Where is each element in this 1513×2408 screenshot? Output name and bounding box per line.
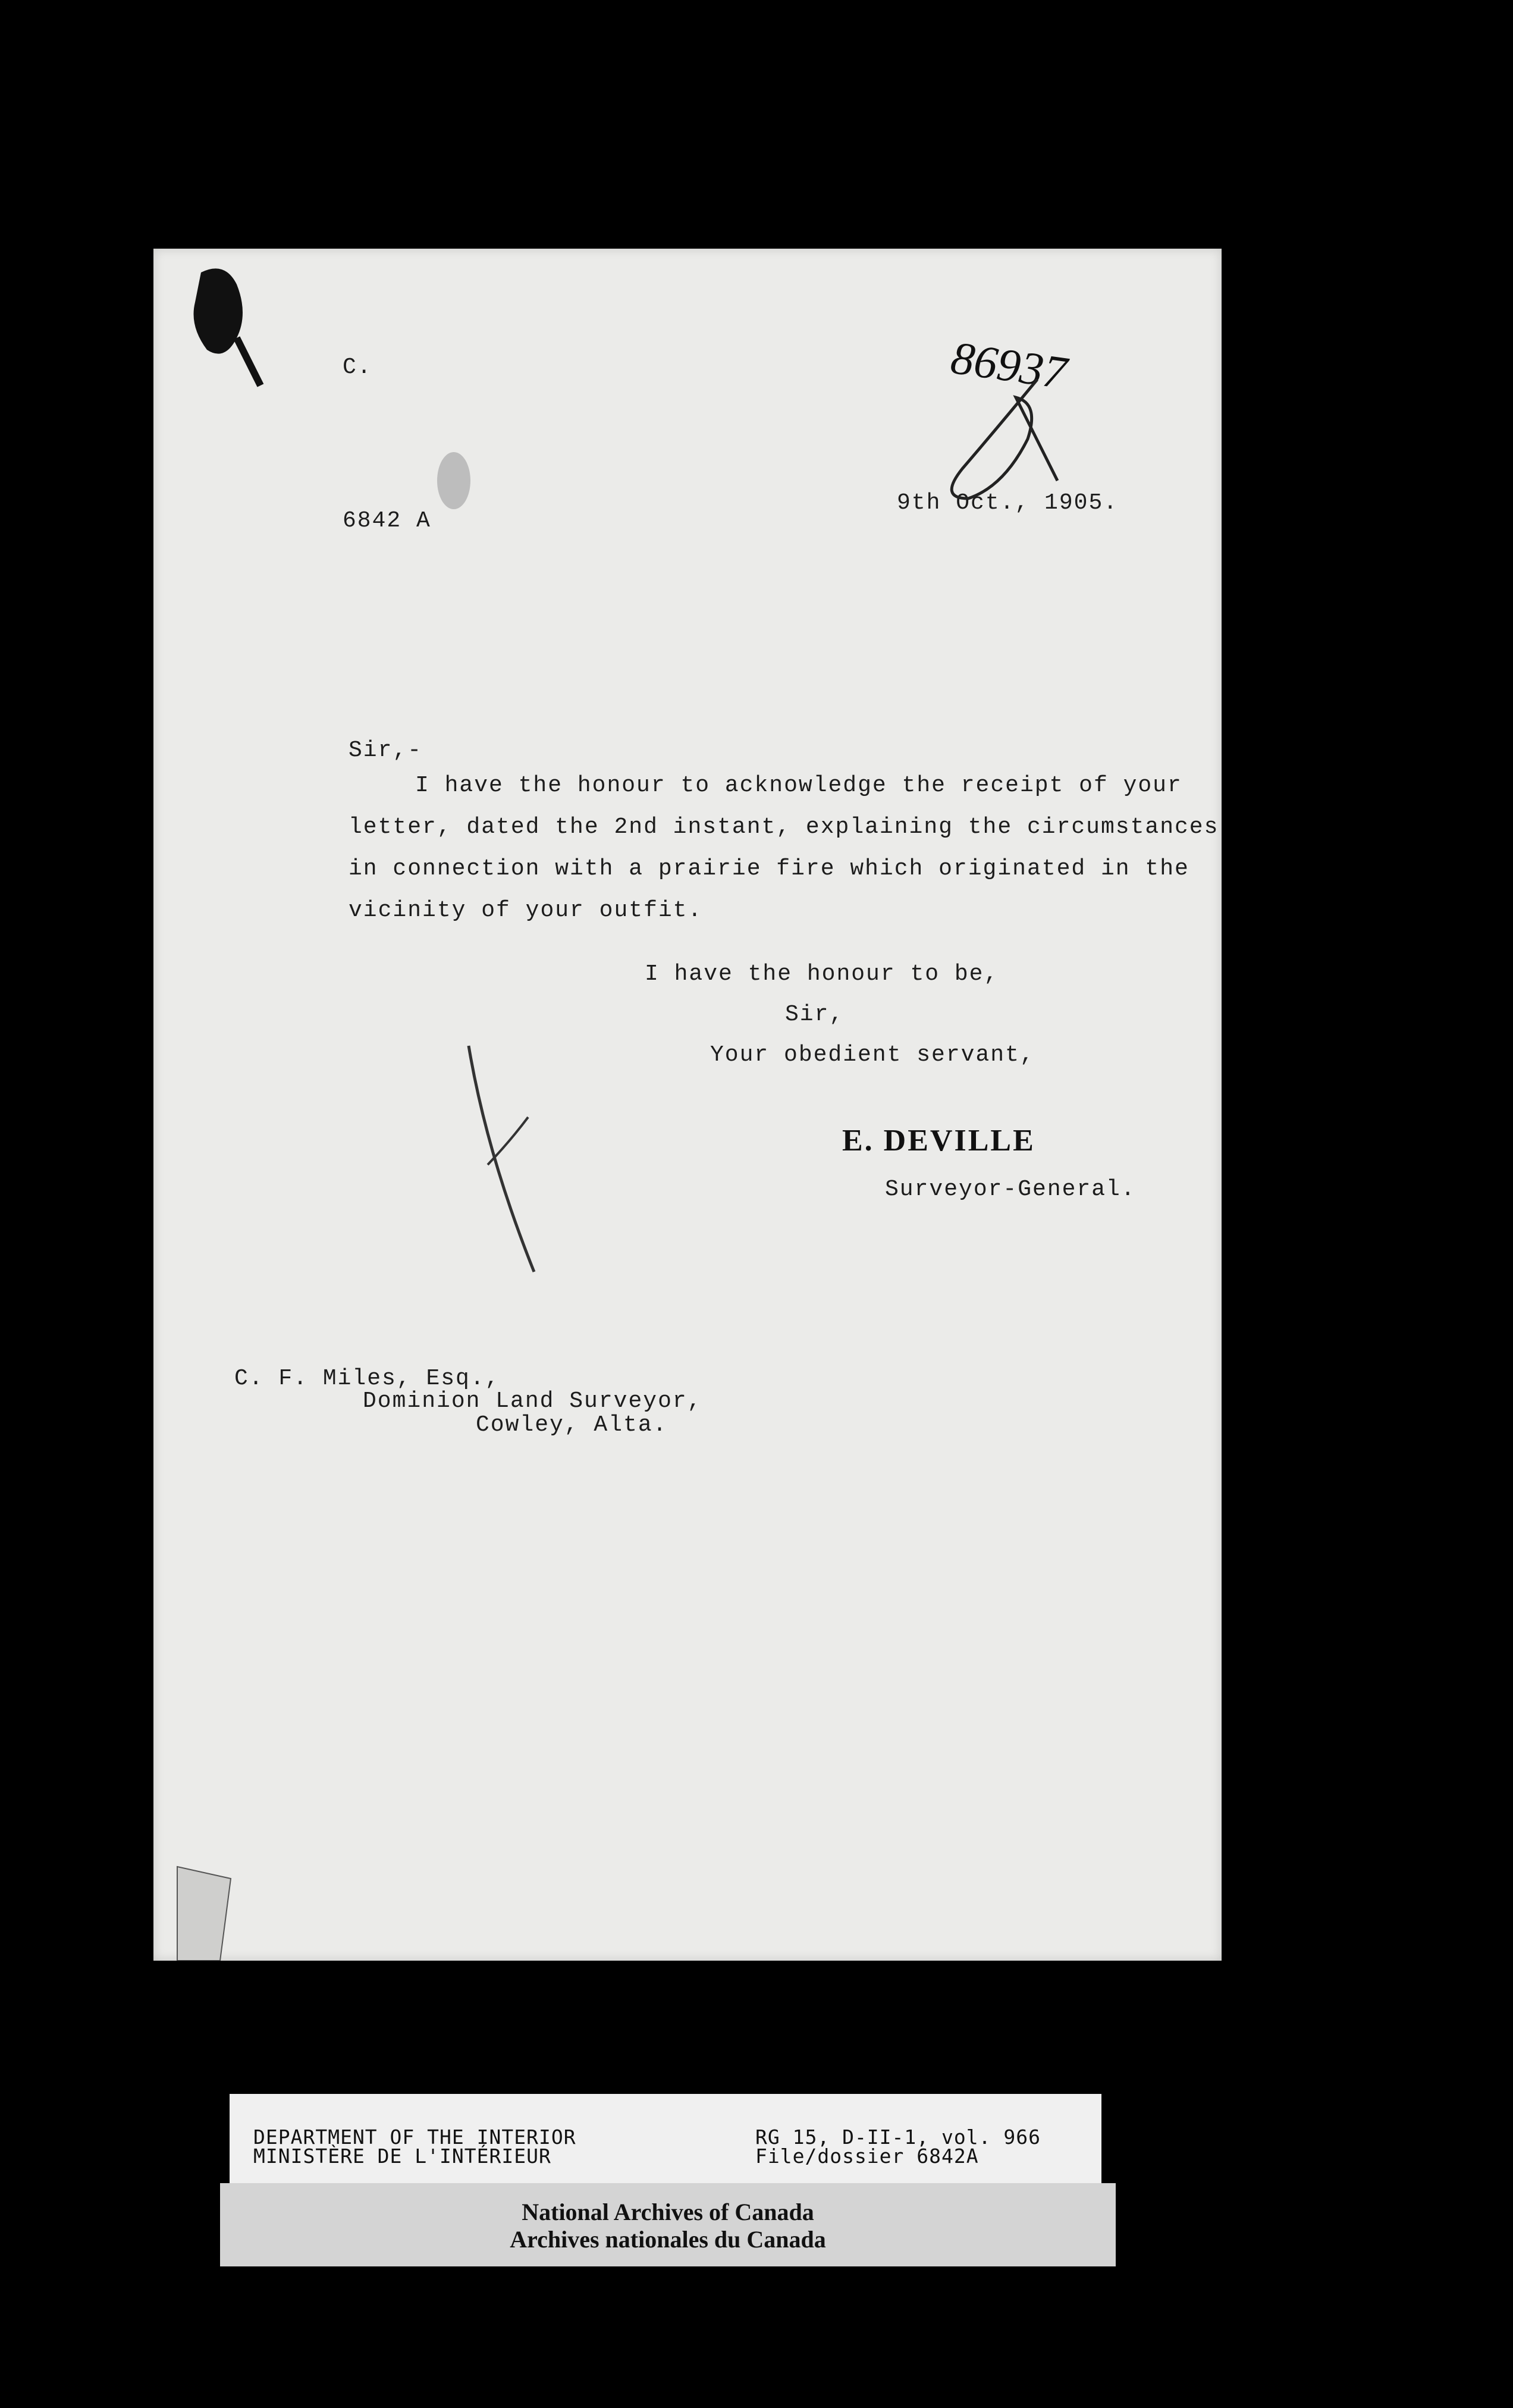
salutation: Sir,- <box>349 738 423 763</box>
addressee-line-3: Cowley, Alta. <box>476 1412 668 1438</box>
department-fr: MINISTÈRE DE L'INTÉRIEUR <box>253 2144 551 2168</box>
file-reference: 6842 A <box>343 508 431 534</box>
archive-catalogue-label <box>230 2094 1101 2183</box>
ink-stroke <box>237 338 260 385</box>
body-line-1: I have the honour to acknowledge the receipt of your <box>415 773 1182 798</box>
letter-page <box>153 249 1222 1961</box>
body-line-2: letter, dated the 2nd instant, explaining the circumstances <box>349 814 1219 840</box>
addressee-line-1: C. F. Miles, Esq., <box>234 1366 500 1391</box>
letter-date: 9th Oct., 1905. <box>897 490 1119 516</box>
archive-file: File/dossier 6842A <box>755 2144 979 2168</box>
handwritten-marks <box>153 249 1222 1961</box>
signature-stamp: E. DEVILLE <box>842 1124 1035 1158</box>
signature-title: Surveyor-General. <box>885 1177 1136 1202</box>
addressee-line-2: Dominion Land Surveyor, <box>363 1388 702 1414</box>
archive-reference: RG 15, D-II-1, vol. 966 <box>755 2125 1041 2149</box>
punch-mark <box>437 452 470 509</box>
letter-initial: C. <box>343 355 372 380</box>
archive-name-en: National Archives of Canada <box>522 2199 814 2225</box>
archive-institution-strip <box>220 2183 1116 2266</box>
archive-name-fr: Archives nationales du Canada <box>510 2226 826 2253</box>
body-line-3: in connection with a prairie fire which originated in the <box>349 856 1189 882</box>
closing-line-2: Sir, <box>785 1002 845 1027</box>
pencil-stroke-2 <box>488 1117 528 1165</box>
department-en: DEPARTMENT OF THE INTERIOR <box>253 2125 576 2149</box>
closing-line-3: Your obedient servant, <box>710 1042 1035 1068</box>
body-line-4: vicinity of your outfit. <box>349 898 703 923</box>
file-number: 86937 <box>947 331 1070 399</box>
folded-corner <box>177 1867 231 1961</box>
pencil-stroke <box>469 1046 534 1272</box>
check-mark <box>952 380 1057 498</box>
closing-line-1: I have the honour to be, <box>645 961 999 987</box>
archive-name <box>220 2199 1116 2253</box>
